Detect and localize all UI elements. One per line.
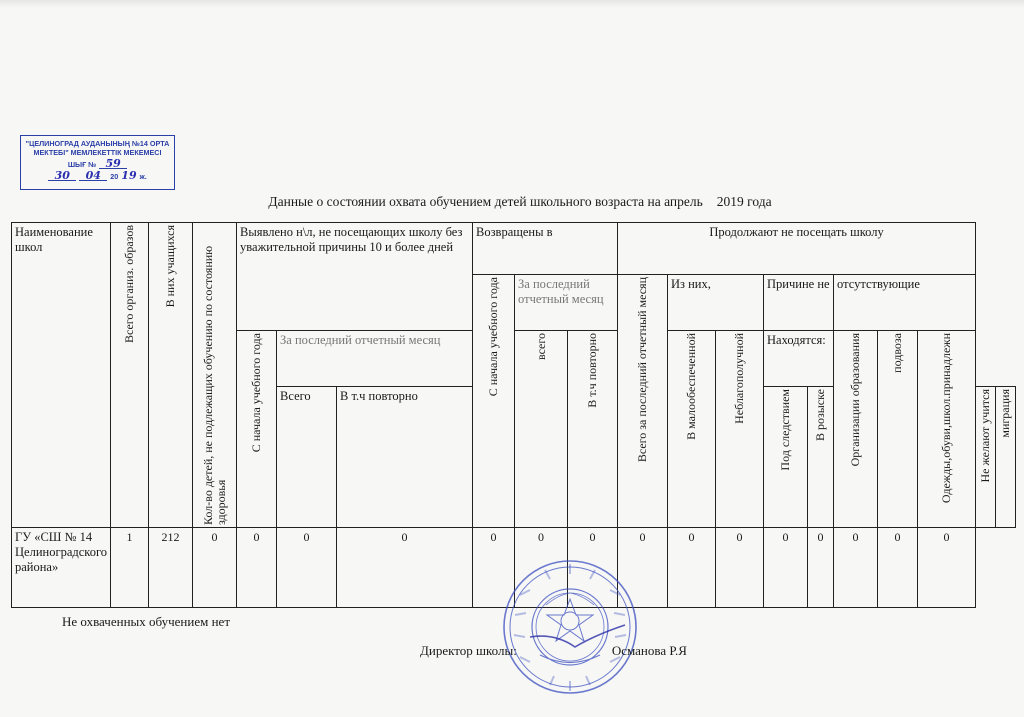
row-value: 0	[764, 528, 808, 608]
header-dysfunctional: Неблагополучной	[716, 331, 764, 528]
title-year: 2019 года	[716, 194, 772, 209]
header-transport: подвоза	[878, 331, 918, 528]
director-name: Османова Р.Я	[611, 643, 687, 658]
stamp-date-day: 30	[48, 171, 76, 181]
row-value: 0	[716, 528, 764, 608]
header-school-name: Наименование школ	[12, 223, 111, 528]
director-label: Директор школы:	[420, 643, 517, 658]
header-identified: Выявлено н\л, не посещающих школу без уважительной причины 10 и более дней	[237, 223, 473, 331]
header-identified-since-start: С начала учебного года	[237, 331, 277, 528]
header-clothing: Одежды,обуви,школ.принадлежн	[918, 331, 976, 528]
header-unwilling: Не желают учится	[976, 386, 996, 527]
stamp-date-month: 04	[79, 171, 107, 181]
header-absent: отсутствующие	[834, 275, 976, 331]
header-org-education: Организации образования	[834, 331, 878, 528]
row-value: 0	[515, 528, 568, 608]
header-returned-last-month: За последний отчетный месяц	[515, 275, 618, 331]
row-value: 0	[568, 528, 618, 608]
stamp-out-number: 59	[99, 159, 127, 169]
row-value: 0	[277, 528, 337, 608]
row-value: 212	[149, 528, 193, 608]
stamp-date-suffix: ж.	[139, 172, 147, 181]
header-low-income: В малообеспеченной	[668, 331, 716, 528]
stamp-line-1: "ЦЕЛИНОГРАД АУДАНЫНЫҢ №14 ОРТА	[25, 139, 170, 148]
header-total-last-month: Всего за последний отчетный месяц	[618, 275, 668, 528]
header-returned-total: всего	[515, 331, 568, 528]
document-title	[170, 194, 870, 210]
header-of-them: Из них,	[668, 275, 764, 331]
header-migration: миграция	[996, 386, 1016, 527]
not-covered-note: Не охваченных обучением нет	[62, 614, 231, 629]
header-returned: Возвращены в	[473, 223, 618, 275]
stamp-out-label: ШЫҒ №	[67, 160, 97, 169]
row-school-name: ГУ «СШ № 14 Целиноградского района»	[12, 528, 111, 608]
header-total-orgs: Всего организ. образов	[111, 223, 149, 528]
registration-stamp	[20, 135, 175, 190]
row-value: 0	[473, 528, 515, 608]
row-value: 0	[878, 528, 918, 608]
row-value: 0	[918, 528, 976, 608]
signature-row	[420, 643, 687, 659]
stamp-number-row	[21, 159, 174, 169]
row-value: 1	[111, 528, 149, 608]
row-value: 0	[237, 528, 277, 608]
header-health-exempt: Кол-во детей, не подлежащих обучению по состоянию здоровья	[193, 223, 237, 528]
row-value: 0	[618, 528, 668, 608]
official-seal-icon	[500, 555, 640, 700]
stamp-line-2: МЕКТЕБІ" МЕМЛЕКЕТТІК МЕКЕМЕСІ	[33, 148, 162, 157]
coverage-table	[11, 222, 1016, 608]
row-value: 0	[193, 528, 237, 608]
row-value: 0	[668, 528, 716, 608]
header-returned-since-start: С начала учебного года	[473, 275, 515, 528]
header-investigation: Под следствием	[764, 386, 808, 527]
header-returned-repeat: В т.ч повторно	[568, 331, 618, 528]
header-identified-last-month: За последний отчетный месяц	[277, 331, 473, 387]
stamp-date-row	[21, 171, 174, 181]
scan-edge	[0, 0, 1024, 8]
row-value: 0	[834, 528, 878, 608]
header-reason: Причине не	[764, 275, 834, 331]
row-value: 0	[808, 528, 834, 608]
title-text: Данные о состоянии охвата обучением детей школьного возраста на апрель	[268, 194, 703, 209]
header-wanted: В розыске	[808, 386, 834, 527]
row-value: 0	[337, 528, 473, 608]
header-identified-repeat: В т.ч повторно	[337, 386, 473, 527]
stamp-date-year-prefix: 20	[110, 172, 119, 181]
header-identified-total: Всего	[277, 386, 337, 527]
header-students: В них учащихся	[149, 223, 193, 528]
stamp-date-year: 19	[121, 169, 137, 182]
header-continue-absent: Продолжают не посещать школу	[618, 223, 976, 275]
header-located: Находятся:	[764, 331, 834, 387]
